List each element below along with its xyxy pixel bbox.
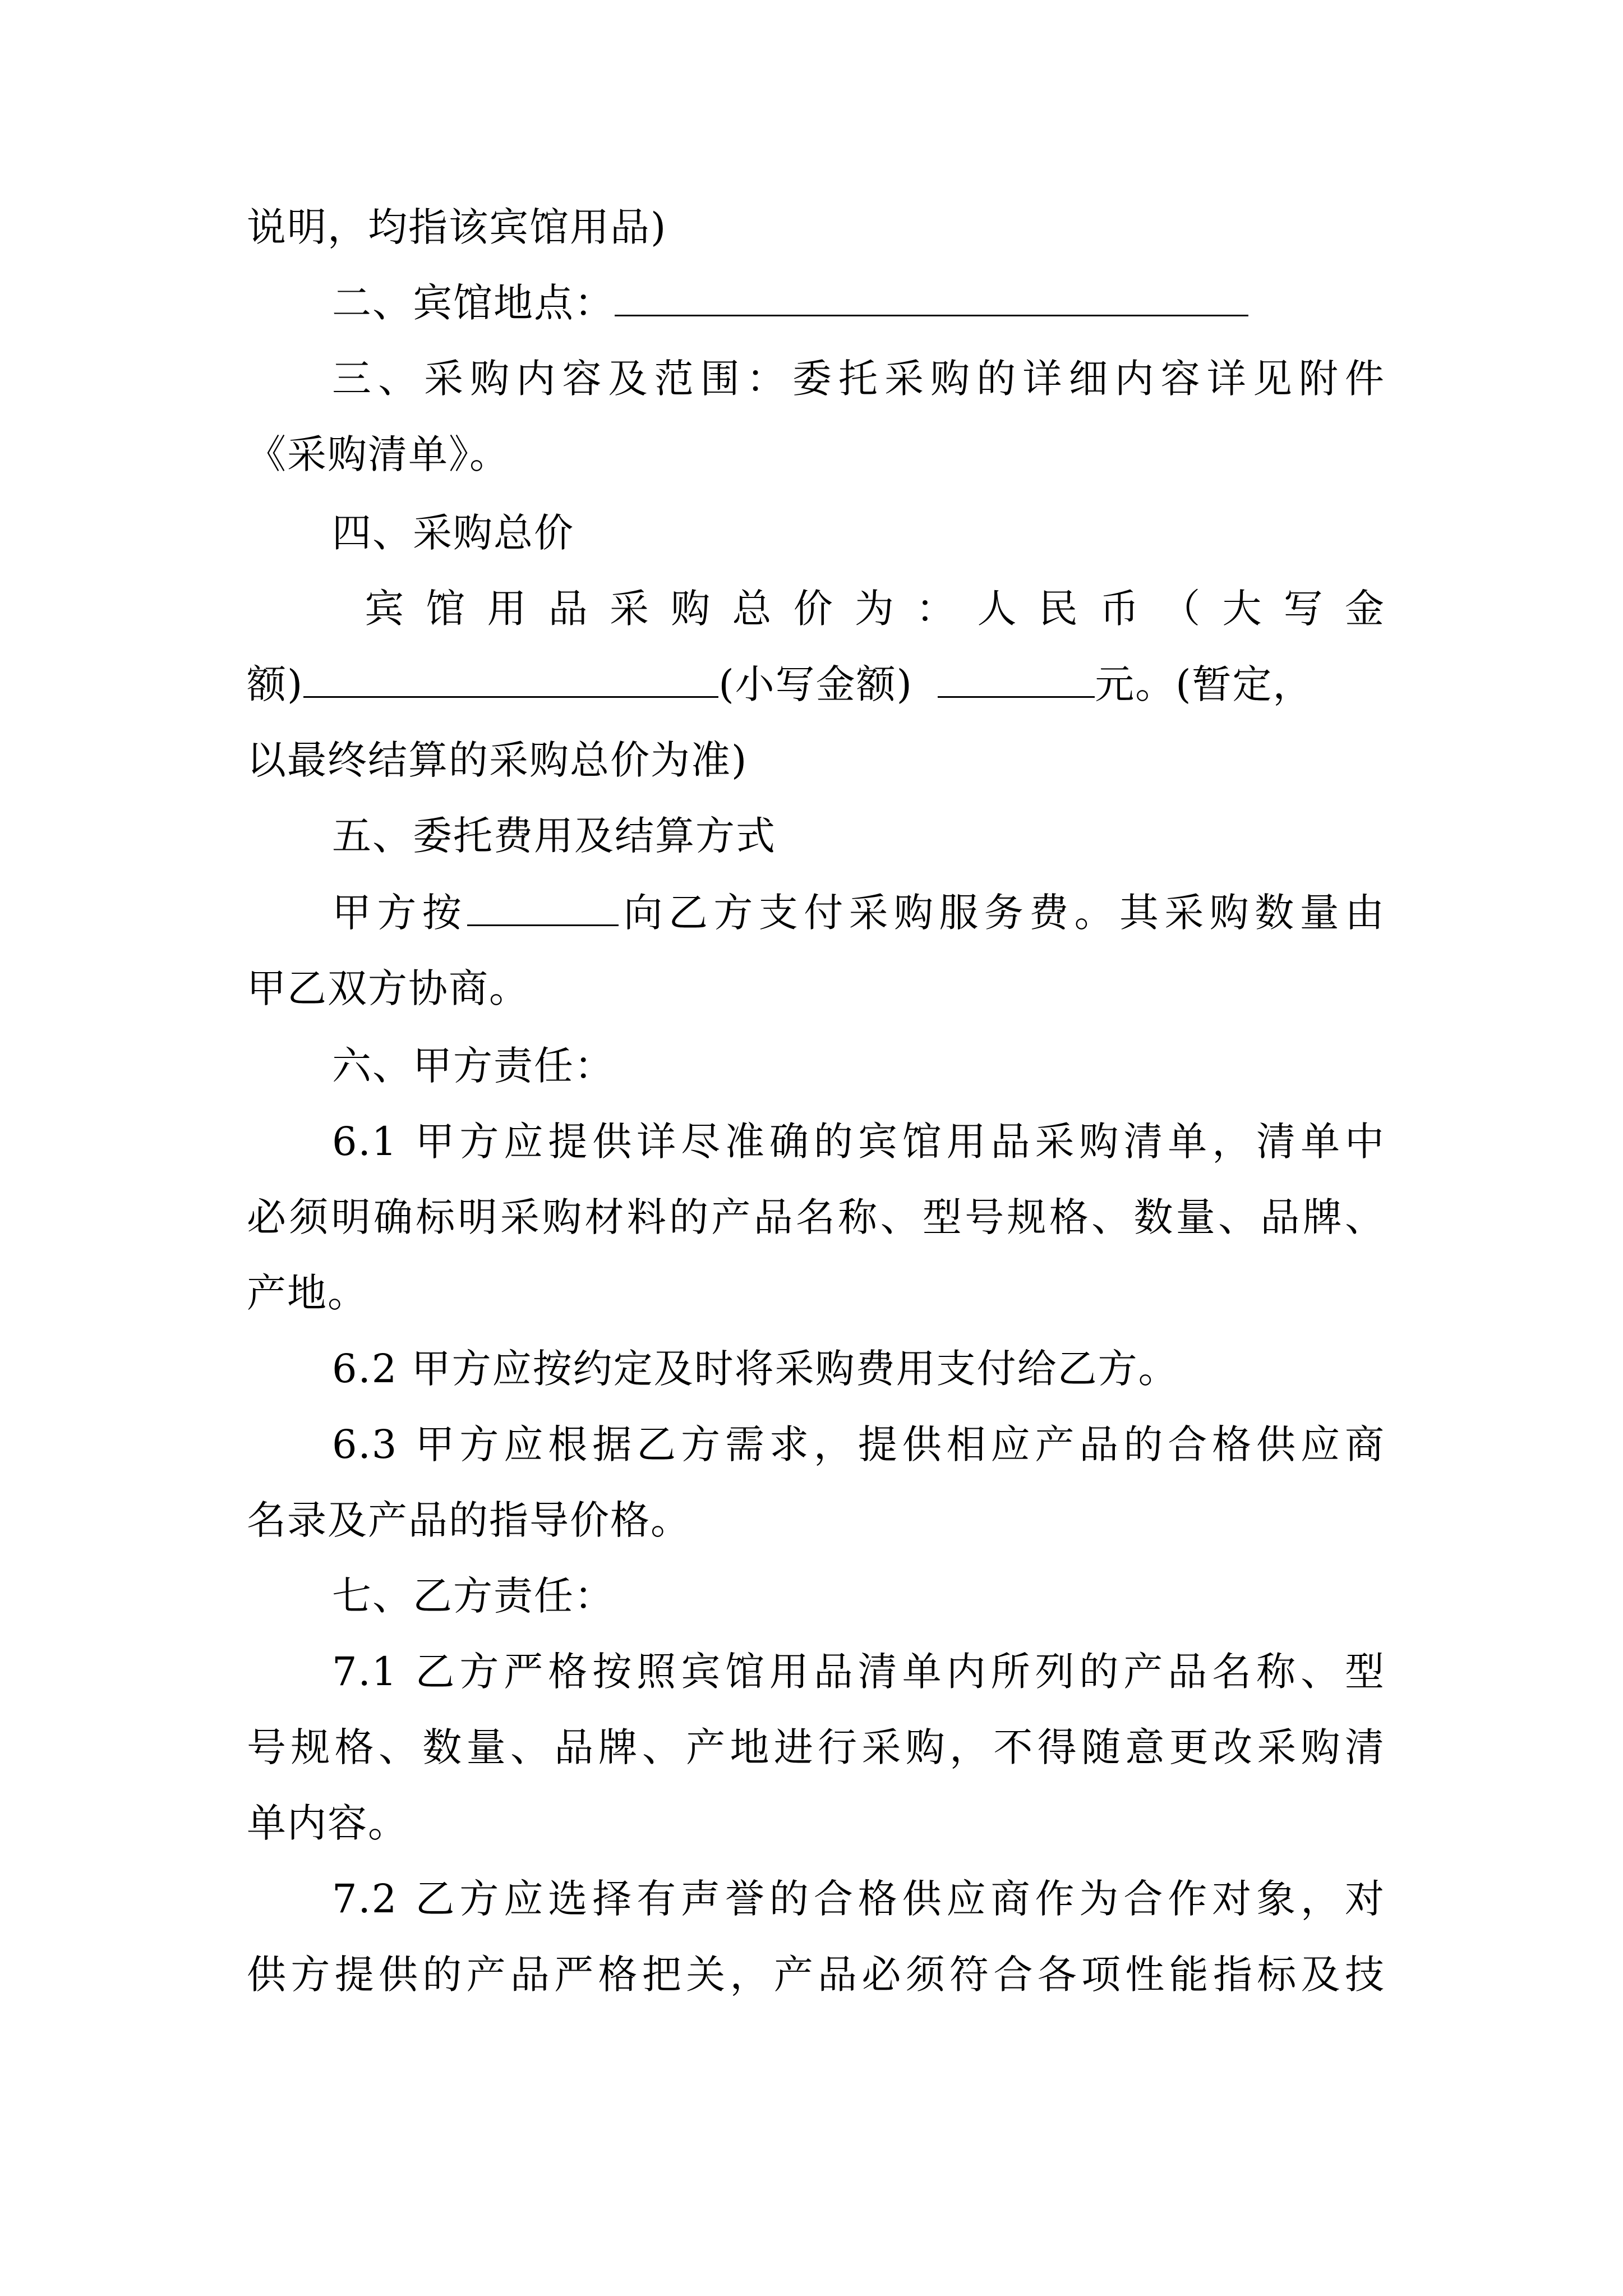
amount-words-blank[interactable] <box>303 661 718 698</box>
text-line: 甲乙双方协商。 <box>247 965 529 1011</box>
text-line: 7.2 乙方应选择有声誉的合格供应商作为合作对象，对 <box>332 1876 1385 1922</box>
section-heading: 五、委托费用及结算方式 <box>332 813 776 859</box>
hotel-location-line <box>332 278 1248 328</box>
amount-text: 元。(暂定， <box>1095 661 1313 707</box>
fee-blank[interactable] <box>467 890 619 926</box>
amount-figures-blank[interactable] <box>938 661 1095 698</box>
text-line: 单内容。 <box>247 1800 408 1846</box>
text-line: 产地。 <box>247 1270 368 1316</box>
hotel-location-label: 二、宾馆地点： <box>332 280 615 326</box>
fee-text: 向乙方支付采购服务费。其采购数量由 <box>619 890 1386 936</box>
section-heading: 四、采购总价 <box>332 510 574 556</box>
amount-line <box>247 659 1313 710</box>
text-line: 名录及产品的指导价格。 <box>247 1497 691 1543</box>
text-line: 供方提供的产品严格把关，产品必须符合各项性能指标及技 <box>247 1952 1385 1998</box>
text-line: 《采购清单》。 <box>247 431 510 477</box>
fee-line <box>332 887 1385 938</box>
amount-text: (小写金额) <box>718 661 913 707</box>
text-line: 6.2 甲方应按约定及时将采购费用支付给乙方。 <box>332 1346 1179 1392</box>
section-heading: 七、乙方责任： <box>332 1573 615 1619</box>
text-line: 宾馆用品采购总价为：人民币（大写金 <box>365 586 1385 632</box>
fee-text: 甲方按 <box>332 890 468 936</box>
text-line: 说明，均指该宾馆用品) <box>247 204 667 250</box>
text-line: 7.1 乙方严格按照宾馆用品清单内所列的产品名称、型 <box>332 1649 1385 1695</box>
section-heading: 六、甲方责任： <box>332 1043 615 1089</box>
text-line: 以最终结算的采购总价为准) <box>247 737 748 783</box>
hotel-location-blank[interactable] <box>615 280 1248 316</box>
text-line: 号规格、数量、品牌、产地进行采购，不得随意更改采购清 <box>247 1724 1385 1770</box>
text-line: 6.1 甲方应提供详尽准确的宾馆用品采购清单，清单中 <box>332 1119 1385 1165</box>
text-line: 必须明确标明采购材料的产品名称、型号规格、数量、品牌、 <box>247 1194 1385 1240</box>
amount-text: 额) <box>247 661 304 707</box>
text-line: 6.3 甲方应根据乙方需求，提供相应产品的合格供应商 <box>332 1421 1385 1467</box>
text-line: 三、采购内容及范围：委托采购的详细内容详见附件 <box>332 356 1385 402</box>
